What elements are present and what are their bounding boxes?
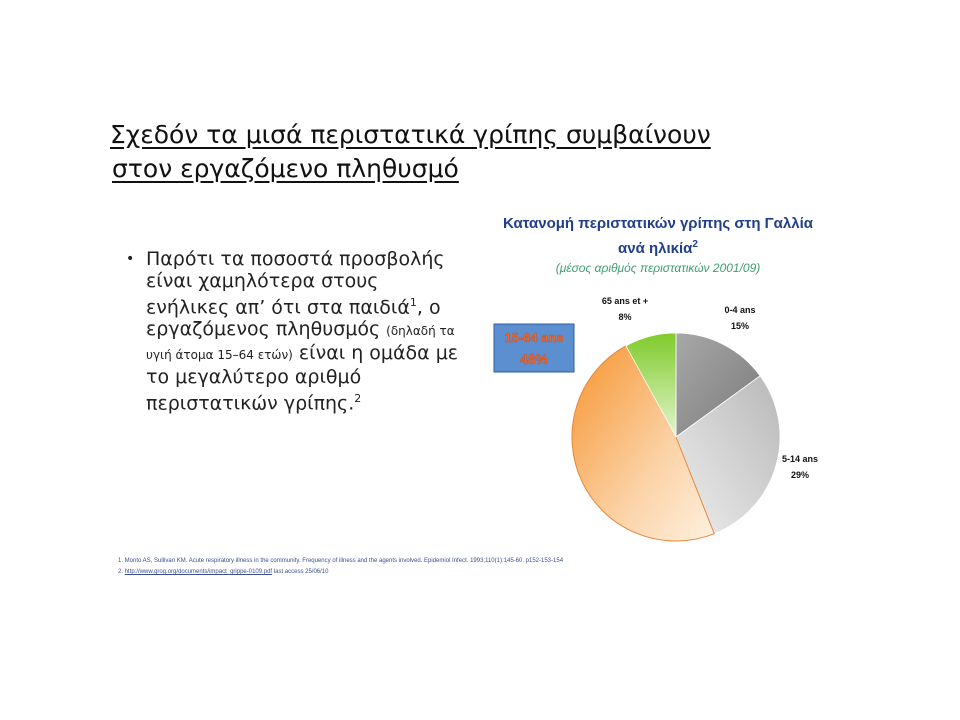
slice-label: 5-14 ans (781, 454, 819, 464)
bullet-part-1: Παρότι τα ποσοστά προσβολής είναι χαμηλότερα στους ενήλικες απ’ ότι στα παιδιά (146, 248, 445, 319)
reference-2 (118, 567, 738, 578)
chart-title-text: Κατανομή περιστατικών γρίπης στη Γαλλία ανά ηλικία (503, 215, 813, 257)
slice-value-label: 8% (618, 312, 632, 322)
slice-value-label: 15% (730, 321, 750, 331)
slice-label: 15-64 ans (504, 330, 564, 345)
slice-value-label: 48% (519, 351, 549, 367)
pie-slices (572, 333, 780, 541)
bullet-superscript-1: 1 (409, 296, 417, 309)
reference-2-access: last access 25/06/10 (273, 569, 329, 575)
reference-1: 1. Monto AS, Sullivan KM. Acute respiratory illness in the community. Frequency of illness and the agents involved. Epidemiol Infect. 1993;110(1):145-60. p152-153-154 (118, 558, 564, 564)
bullet-part-2: , ο εργαζόμενος πληθυσμός (146, 296, 441, 341)
slice-label: 65 ans et + (601, 296, 649, 306)
title-line-2: στον εργαζόμενο πληθυσμό (112, 154, 459, 183)
slice-value-label: 29% (790, 470, 810, 480)
bullet-dot: • (126, 251, 135, 267)
chart-subtitle: (μέσος αριθμός περιστατικών 2001/09) (555, 261, 761, 275)
slice-label: 0-4 ans (724, 305, 756, 315)
title-line-1: Σχεδόν τα μισά περιστατικά γρίπης συμβαίνουν (110, 120, 711, 149)
references (118, 556, 738, 578)
reference-2-link[interactable]: http://www.grog.org/documents/impact_grippe-0109.pdf (124, 569, 273, 575)
bullet-small-note: (δηλαδή τα υγιή άτομα 15–64 ετών) (146, 324, 455, 363)
bullet-superscript-2: 2 (354, 392, 362, 406)
bullet-part-3: είναι η ομάδα με το μεγαλύτερο αριθμό περιστατικών γρίπης. (146, 342, 459, 415)
reference-2-number: 2. (118, 569, 124, 575)
chart-title-superscript: 2 (692, 239, 698, 250)
